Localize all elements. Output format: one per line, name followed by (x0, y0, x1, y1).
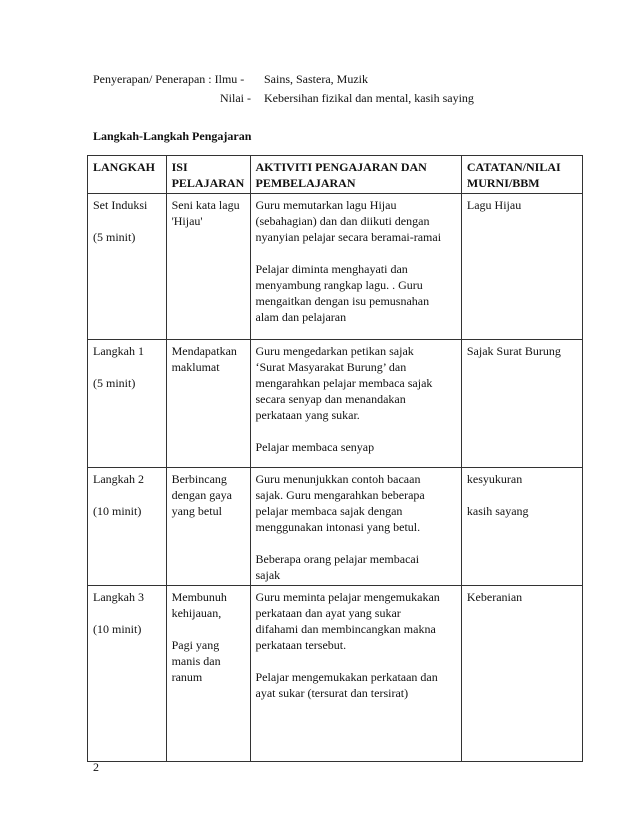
activity-cell: Guru meminta pelajar mengemukakan perkataan dan ayat yang sukar difahami dan membincangkan makna perkataan tersebut. Pelajar mengemukakan perkataan dan ayat sukar (tersurat dan tersirat) (250, 586, 461, 762)
activity-cell: Guru memutarkan lagu Hijau (sebahagian) dan dan diikuti dengan nyanyian pelajar secara beramai-ramai Pelajar diminta menghayati dan menyambung rangkap lagu. . Guru mengaitkan dengan isu pemusnahan alam dan pelajaran (250, 194, 461, 340)
activity-cell: Guru mengedarkan petikan sajak ‘Surat Masyarakat Burung’ dan mengarahkan pelajar membaca sajak secara senyap dan menandakan perkataan yang sukar. Pelajar membaca senyap (250, 340, 461, 468)
lesson-steps-table (87, 155, 583, 762)
header-catatan: CATATAN/NILAI MURNI/BBM (461, 156, 582, 194)
table-row (88, 586, 583, 762)
header-aktiviti: AKTIVITI PENGAJARAN DAN PEMBELAJARAN (250, 156, 461, 194)
activity-cell: Guru menunjukkan contoh bacaan sajak. Guru mengarahkan beberapa pelajar membaca sajak dengan menggunakan intonasi yang betul. Beberapa orang pelajar membacai sajak (250, 468, 461, 586)
step-cell: Langkah 1 (5 minit) (88, 340, 167, 468)
header-isi-pelajaran: ISI PELAJARAN (166, 156, 250, 194)
content-cell: Berbincang dengan gaya yang betul (166, 468, 250, 586)
header-value-ilmu: Sains, Sastera, Muzik (264, 72, 368, 86)
table-row (88, 468, 583, 586)
page-number: 2 (93, 760, 99, 774)
step-cell: Langkah 2 (10 minit) (88, 468, 167, 586)
table-row (88, 194, 583, 340)
table-row (88, 340, 583, 468)
content-cell: Mendapatkan maklumat (166, 340, 250, 468)
step-cell: Langkah 3 (10 minit) (88, 586, 167, 762)
header-value-nilai: Kebersihan fizikal dan mental, kasih saying (264, 91, 474, 105)
notes-cell: Keberanian (461, 586, 582, 762)
step-cell: Set Induksi (5 minit) (88, 194, 167, 340)
notes-cell: Lagu Hijau (461, 194, 582, 340)
header-langkah: LANGKAH (88, 156, 167, 194)
section-title: Langkah-Langkah Pengajaran (93, 129, 252, 143)
notes-cell: Sajak Surat Burung (461, 340, 582, 468)
header-label-ilmu: Penyerapan/ Penerapan : Ilmu - (93, 72, 245, 86)
notes-cell: kesyukuran kasih sayang (461, 468, 582, 586)
table-header-row (88, 156, 583, 194)
content-cell: Membunuh kehijauan, Pagi yang manis dan ranum (166, 586, 250, 762)
content-cell: Seni kata lagu 'Hijau' (166, 194, 250, 340)
header-label-nilai: Nilai - (220, 91, 251, 105)
